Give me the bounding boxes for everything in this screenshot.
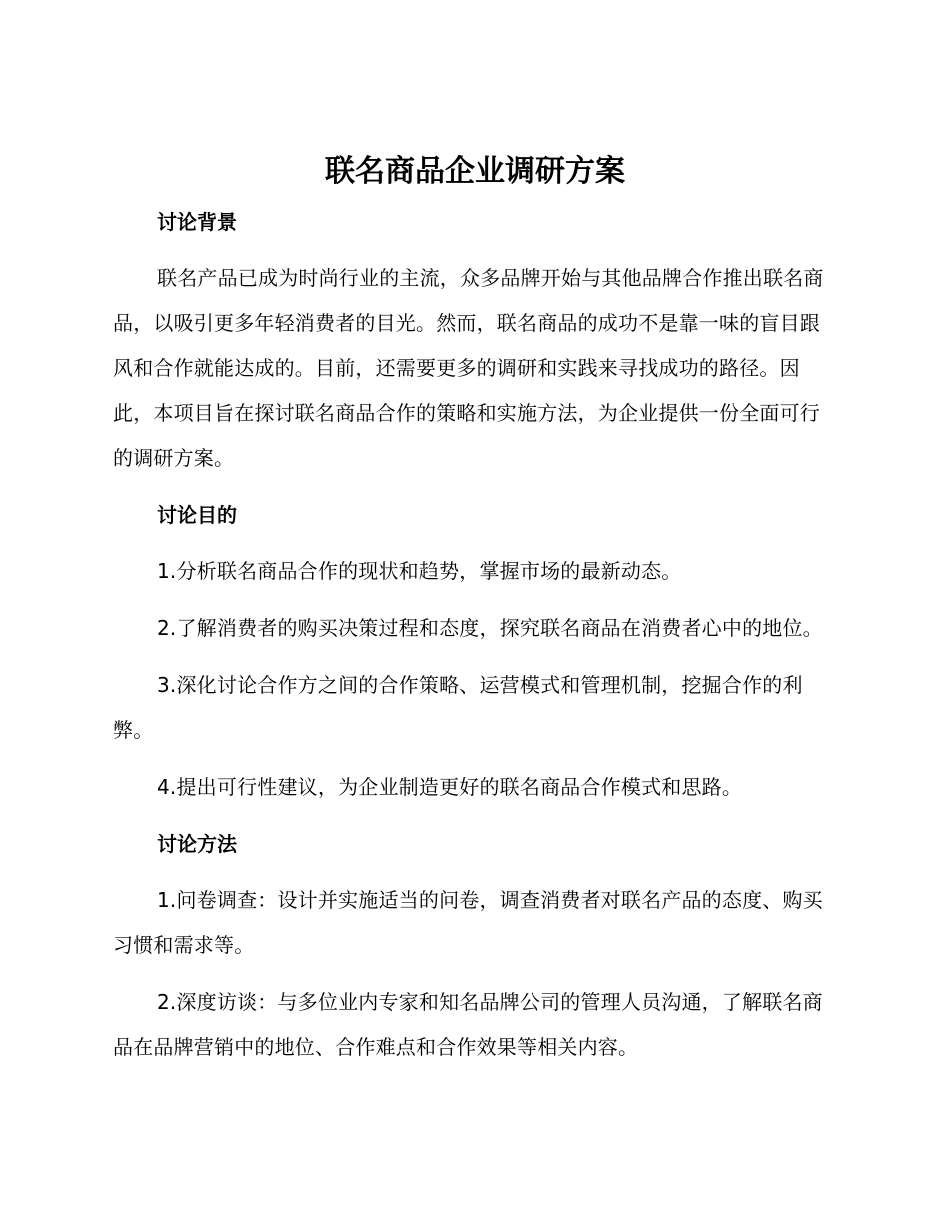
- list-item: 4.提出可行性建议，为企业制造更好的联名商品合作模式和思路。: [157, 775, 743, 799]
- list-item: 1.问卷调查：设计并实施适当的问卷，调查消费者对联名产品的态度、购买习惯和需求等。: [113, 888, 823, 957]
- document-body: [113, 200, 833, 1082]
- document-title: 联名商品企业调研方案: [325, 154, 625, 189]
- section-method: [113, 822, 833, 1070]
- list-item: 2.深度访谈：与多位业内专家和知名品牌公司的管理人员沟通，了解联名商品在品牌营销中的地位、合作难点和合作效果等相关内容。: [113, 990, 823, 1059]
- list-item: 2.了解消费者的购买决策过程和态度，探究联名商品在消费者心中的地位。: [157, 616, 823, 640]
- list-item: 3.深化讨论合作方之间的合作策略、运营模式和管理机制，挖掘合作的利弊。: [113, 673, 803, 742]
- section-heading: 讨论目的: [157, 503, 237, 527]
- section-purpose: [113, 493, 833, 810]
- paragraph: 联名产品已成为时尚行业的主流，众多品牌开始与其他品牌合作推出联名商品，以吸引更多年轻消费者的目光。然而，联名商品的成功不是靠一味的盲目跟风和合作就能达成的。目前，还需要更多的调研和实践来寻找成功的路径。因此，本项目旨在探讨联名商品合作的策略和实施方法，为企业提供一份全面可行的调研方案。: [113, 266, 824, 470]
- section-heading: 讨论方法: [157, 832, 237, 856]
- list-item: 1.分析联名商品合作的现状和趋势，掌握市场的最新动态。: [157, 559, 682, 583]
- section-background: [113, 200, 833, 481]
- section-heading: 讨论背景: [157, 210, 237, 234]
